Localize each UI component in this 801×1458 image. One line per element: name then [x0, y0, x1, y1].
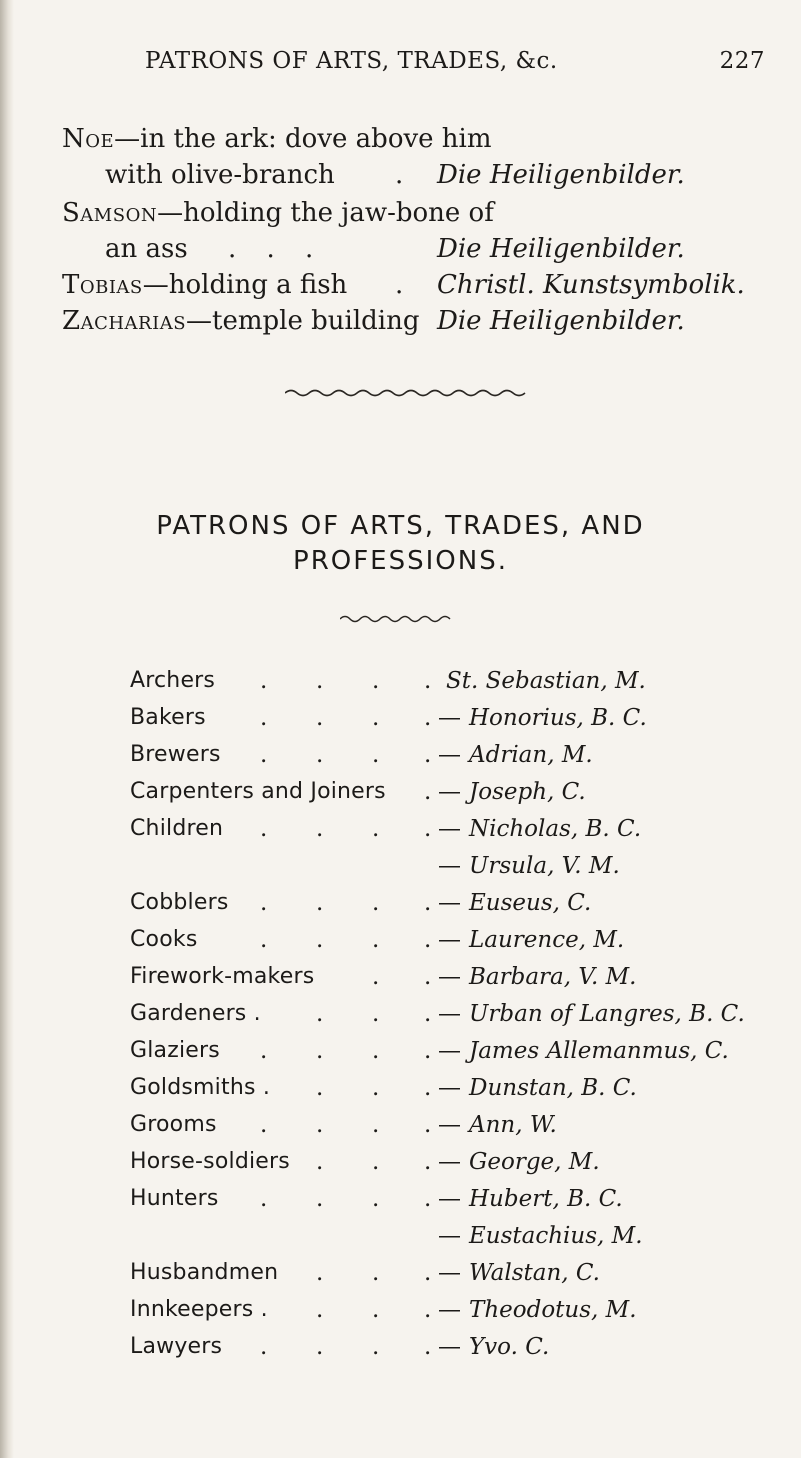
patron-saint: — Honorius, B. C.	[438, 705, 647, 731]
list-item: Horse-soldiers . . . — George, M.	[130, 1149, 600, 1175]
emblem-description: an ass	[105, 234, 188, 264]
patron-saint: — George, M.	[438, 1149, 600, 1175]
section-title-line-2: PROFESSIONS.	[293, 546, 508, 576]
patron-saint: — Ursula, V. M.	[438, 853, 620, 879]
patron-saint: — Joseph, C.	[438, 779, 586, 805]
emblem-entry-continuation	[105, 232, 188, 266]
trade-name: Children	[130, 816, 224, 841]
emblem-source: Die Heiligenbilder.	[437, 160, 685, 190]
emblem-entry	[62, 122, 492, 156]
list-item: Children . . . . — Nicholas, B. C.	[130, 816, 642, 842]
list-item: Cobblers . . . . — Euseus, C.	[130, 890, 592, 916]
list-item: Glaziers . . . . — James Allemanmus, C.	[130, 1038, 729, 1064]
trade-name: Husbandmen	[130, 1260, 279, 1285]
emblem-description: —in the ark: dove above him	[114, 124, 492, 154]
patron-saint: — Walstan, C.	[438, 1260, 600, 1286]
list-item: Innkeepers . . . . — Theodotus, M.	[130, 1297, 637, 1323]
wavy-rule-ornament	[285, 388, 530, 398]
list-item: Carpenters and Joiners . — Joseph, C.	[130, 779, 586, 805]
patron-saint: St. Sebastian, M.	[446, 668, 646, 694]
patron-saint: — Ann, W.	[438, 1112, 557, 1138]
patron-saint: — Eustachius, M.	[438, 1223, 643, 1249]
patron-saint: — Yvo. C.	[438, 1334, 550, 1360]
patron-saint: — Euseus, C.	[438, 890, 592, 916]
emblem-name: Samson	[62, 198, 158, 228]
section-title-line-1: PATRONS OF ARTS, TRADES, AND	[156, 511, 645, 541]
list-item: Brewers . . . . — Adrian, M.	[130, 742, 593, 768]
trade-name: Lawyers	[130, 1334, 223, 1359]
page-number: 227	[719, 48, 765, 74]
emblem-dots: . . .	[228, 234, 314, 264]
emblem-description: with olive-branch	[105, 160, 335, 190]
patron-saint: — Dunstan, B. C.	[438, 1075, 637, 1101]
emblem-name: Noe	[62, 124, 115, 154]
list-item: Lawyers . . . . — Yvo. C.	[130, 1334, 550, 1360]
emblem-entry	[62, 304, 420, 338]
emblem-entry	[62, 268, 347, 302]
list-item: Grooms . . . . — Ann, W.	[130, 1112, 557, 1138]
emblem-dots: .	[395, 270, 404, 300]
emblem-source: Christl. Kunstsymbolik.	[437, 270, 745, 300]
emblem-entry	[62, 196, 494, 230]
emblem-description: —holding the jaw-bone of	[157, 198, 494, 228]
trade-name: Glaziers	[130, 1038, 220, 1063]
trade-name: Goldsmiths .	[130, 1075, 271, 1100]
trade-name: Firework-makers	[130, 964, 315, 989]
trade-name: Archers	[130, 668, 216, 693]
running-head	[145, 48, 775, 82]
list-item	[0, 1223, 801, 1257]
list-item: Hunters . . . . — Hubert, B. C.	[130, 1186, 623, 1212]
emblem-description: —temple building	[186, 306, 420, 336]
emblem-entry-continuation	[105, 158, 335, 192]
patron-saint: — James Allemanmus, C.	[438, 1038, 729, 1064]
list-item: Cooks . . . . — Laurence, M.	[130, 927, 625, 953]
emblem-source: Die Heiligenbilder.	[437, 306, 685, 336]
trade-name: Horse-soldiers	[130, 1149, 290, 1174]
patron-saint: — Adrian, M.	[438, 742, 593, 768]
trade-name: Carpenters and Joiners	[130, 779, 386, 804]
list-item: Bakers . . . . — Honorius, B. C.	[130, 705, 647, 731]
trade-name: Gardeners .	[130, 1001, 261, 1026]
emblem-name: Zacharias	[62, 306, 187, 336]
list-item: Goldsmiths . . . . — Dunstan, B. C.	[130, 1075, 637, 1101]
list-item: Gardeners . . . . — Urban of Langres, B. C.	[130, 1001, 745, 1027]
trade-name: Innkeepers .	[130, 1297, 268, 1322]
running-head-title: PATRONS OF ARTS, TRADES, &c.	[145, 48, 558, 74]
emblem-dots: .	[395, 160, 404, 190]
trade-name: Grooms	[130, 1112, 217, 1137]
trade-name: Cooks	[130, 927, 198, 952]
emblem-name: Tobias	[62, 270, 143, 300]
trade-name: Brewers	[130, 742, 221, 767]
trade-name: Bakers	[130, 705, 206, 730]
wavy-rule-ornament	[340, 614, 452, 624]
patron-saint: — Hubert, B. C.	[438, 1186, 623, 1212]
emblem-source: Die Heiligenbilder.	[437, 234, 685, 264]
list-item: Archers . . . . St. Sebastian, M.	[130, 668, 646, 694]
patron-saint: — Laurence, M.	[438, 927, 625, 953]
list-item: Husbandmen . . . — Walstan, C.	[130, 1260, 600, 1286]
list-item	[0, 853, 801, 887]
patron-saint: — Theodotus, M.	[438, 1297, 637, 1323]
patron-saint: — Nicholas, B. C.	[438, 816, 642, 842]
patron-saint: — Barbara, V. M.	[438, 964, 637, 990]
list-item: Firework-makers . . — Barbara, V. M.	[130, 964, 637, 990]
patron-saint: — Urban of Langres, B. C.	[438, 1001, 745, 1027]
trade-name: Cobblers	[130, 890, 229, 915]
emblem-description: —holding a fish	[142, 270, 348, 300]
trade-name: Hunters	[130, 1186, 219, 1211]
